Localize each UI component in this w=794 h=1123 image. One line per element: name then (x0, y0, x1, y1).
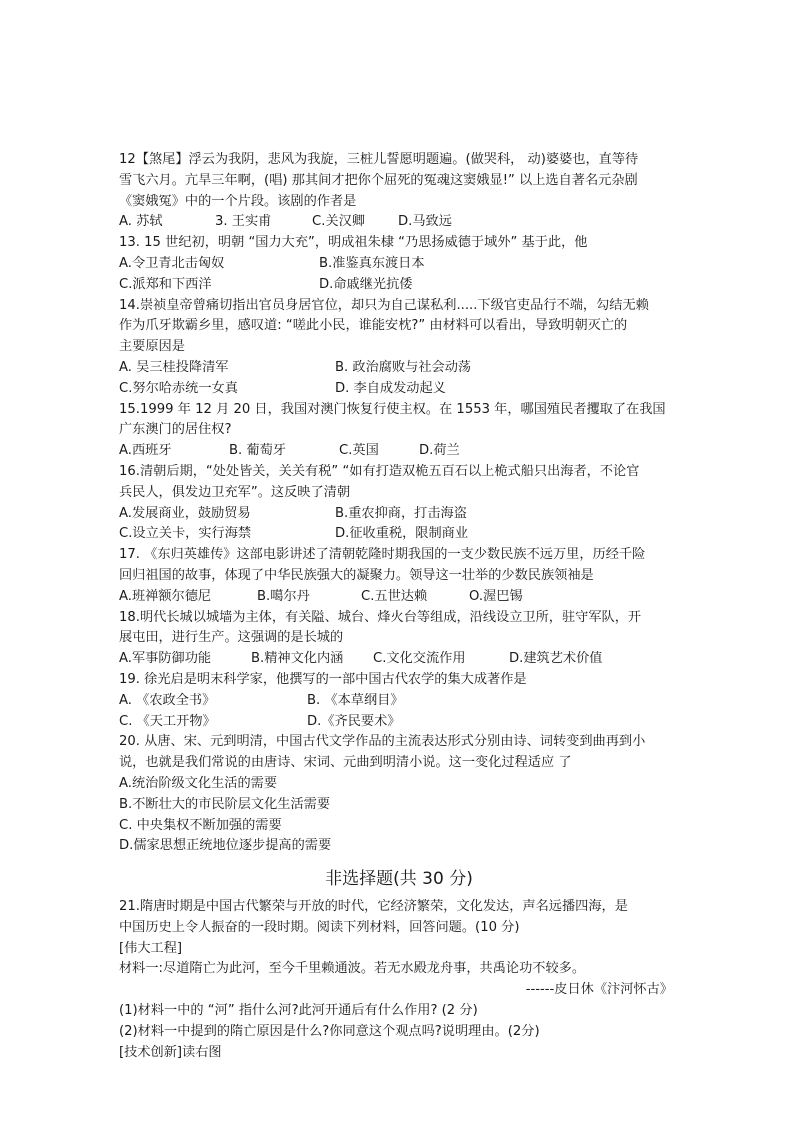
question-14 (119, 296, 679, 400)
option-a: A.发展商业，鼓励贸易 (119, 505, 251, 521)
option-c: C. 中央集权不断加强的需要 (119, 817, 282, 833)
option-b: B. 《本草纲目》 (307, 692, 404, 708)
section-title: 非选择题(共 30 分) (325, 869, 473, 890)
question-15-options (119, 441, 679, 462)
option-c: C.设立关卡，实行海禁 (119, 526, 252, 542)
option-c: C.英国 (339, 443, 379, 459)
option-b: B.精神文化内涵 (251, 651, 344, 667)
option-c: C.五世达赖 (361, 588, 428, 604)
question-19 (119, 670, 679, 732)
option-b: B.准鉴真东渡日本 (319, 255, 425, 271)
option-b: B. 葡萄牙 (229, 443, 286, 459)
question-13 (119, 233, 679, 295)
question-21-line-2: 中国历史上令人振奋的一段时期。阅读下列材料，回答问题。(10 分) (119, 919, 520, 935)
option-b: B. 政治腐败与社会动荡 (335, 359, 472, 375)
option-d: D.荷兰 (419, 443, 460, 459)
option-d: O.渥巴锡 (469, 588, 523, 604)
question-20-line-2: 说，也就是我们常说的由唐诗、宋词、元曲到明清小说。这一变化过程适应 了 (119, 755, 572, 771)
question-16-options-row-1 (119, 504, 679, 525)
option-d: D. 李自成发动起义 (335, 380, 446, 396)
question-17 (119, 545, 679, 607)
material-one: 材料一:尽道隋亡为此河，至今千里赖通波。若无水殿龙舟事，共禹论功不较多。 (119, 961, 586, 977)
question-18-line-2: 展屯田，进行生产。这强调的是长城的 (119, 630, 344, 646)
question-19-line-1: 19. 徐光启是明末科学家，他撰写的一部中国古代农学的集大成著作是 (119, 671, 527, 687)
question-15 (119, 400, 679, 462)
option-d: D.儒家思想正统地位逐步提高的需要 (119, 838, 332, 854)
option-a: A. 《农政全书》 (119, 692, 216, 708)
question-12-line-1: 12【煞尾】浮云为我阴，悲风为我旋，三桩儿誓愿明题遍。(做哭科， 动)婆婆也，直等待 (119, 152, 639, 167)
question-19-options-row-2 (119, 712, 679, 733)
option-a: A. 苏轼 (119, 214, 163, 230)
option-d: D.《齐民要术》 (307, 713, 401, 729)
option-d: D.马致远 (398, 214, 452, 230)
question-14-options-row-2 (119, 379, 679, 400)
question-18-line-1: 18.明代长城以城墙为主体，有关隘、城台、烽火台等组成，沿线设立卫所，驻守军队，开 (119, 609, 642, 625)
option-a: A.班禅额尔德尼 (119, 588, 212, 604)
question-13-options-row-2 (119, 275, 679, 296)
question-20 (119, 732, 679, 857)
question-13-line-1: 13. 15 世纪初，明朝 “国力大充”，明成祖朱棣 “乃思扬威德于域外” 基于此，他 (119, 235, 588, 251)
option-c: C. 《天工开物》 (119, 713, 216, 729)
question-13-options-row-1 (119, 254, 679, 275)
option-b: B.不断壮大的市民阶层文化生活需要 (119, 796, 331, 812)
section-heading-tech: [技术创新]读右图 (119, 1044, 222, 1060)
option-b: 3. 王实甫 (215, 214, 272, 230)
option-d: D.命戚继光抗倭 (319, 276, 413, 292)
question-16-line-1: 16.清朝后期，“处处皆关，关关有税” “如有打造双桅五百石以上桅式船只出海者，不论官 (119, 463, 640, 479)
option-b: B.重农抑商，打击海盗 (335, 505, 467, 521)
option-a: A. 吴三桂投降清军 (119, 359, 229, 375)
option-a: A.令卫青北击匈奴 (119, 255, 225, 271)
option-c: C.派郑和下西洋 (119, 276, 212, 292)
question-14-line-1: 14.崇祯皇帝曾痛切指出官员身居官位，却只为自己谋私利.....下级官吏品行不端，勾结无赖 (119, 297, 649, 313)
question-14-line-3: 主要原因是 (119, 339, 185, 355)
question-18 (119, 608, 679, 670)
question-15-line-1: 15.1999 年 12 月 20 日，我国对澳门恢复行使主权。在 1553 年，哪国殖民者攫取了在我国 (119, 401, 666, 417)
material-heading: [伟大工程] (119, 940, 183, 956)
question-17-line-2: 回归祖国的故事，体现了中华民族强大的凝聚力。领导这一壮举的少数民族领袖是 (119, 567, 594, 583)
question-17-line-1: 17. 《东归英雄传》这部电影讲述了清朝乾隆时期我国的一支少数民族不远万里，历经千险 (119, 547, 646, 563)
question-19-options-row-1 (119, 691, 679, 712)
option-c: C.努尔哈赤统一女真 (119, 380, 238, 396)
option-d: D.征收重税，限制商业 (335, 526, 469, 542)
question-16 (119, 462, 679, 545)
sub-question-2: (2)材料一中提到的隋亡原因是什么?你同意这个观点吗?说明理由。(2分) (119, 1023, 540, 1039)
sub-question-1: (1)材料一中的 “河” 指什么河?此河开通后有什么作用? (2 分) (119, 1003, 478, 1019)
question-12-line-2: 雪飞六月。亢旱三年啊，(唱) 那其间才把你个屈死的冤魂这窦娥显!” 以上选自著名元杂剧 (119, 172, 638, 188)
option-b: B.噶尔丹 (257, 588, 310, 604)
question-12-options (119, 212, 679, 233)
exam-page (119, 150, 679, 1063)
option-c: C.文化交流作用 (373, 651, 466, 667)
question-16-line-2: 兵民人，俱发边卫充军”。这反映了清朝 (119, 484, 351, 500)
option-a: A.军事防御功能 (119, 651, 212, 667)
question-14-options-row-1 (119, 358, 679, 379)
option-a: A.统治阶级文化生活的需要 (119, 775, 278, 791)
question-21-line-1: 21.隋唐时期是中国古代繁荣与开放的时代，它经济繁荣，文化发达，声名远播四海，是 (119, 899, 628, 915)
option-a: A.西班牙 (119, 443, 172, 459)
question-21 (119, 897, 679, 1063)
question-15-line-2: 广东澳门的居住权? (119, 422, 232, 438)
question-17-options (119, 587, 679, 608)
question-18-options (119, 649, 679, 670)
question-12-line-3: 《窦娥冤》中的一个片段。该剧的作者是 (119, 193, 357, 209)
question-16-options-row-2 (119, 524, 679, 545)
question-12 (119, 150, 679, 233)
question-20-line-1: 20. 从唐、宋、元到明清，中国古代文学作品的主流表达形式分别由诗、词转变到曲再到小 (119, 734, 646, 750)
option-d: D.建筑艺术价值 (509, 651, 603, 667)
question-14-line-2: 作为爪牙欺霸乡里，感叹道: “嗟此小民，谁能安枕?” 由材料可以看出，导致明朝灭亡的 (119, 318, 628, 334)
option-c: C.关汉卿 (312, 214, 365, 230)
material-source: ------皮日休《汴河怀古》 (525, 982, 673, 998)
